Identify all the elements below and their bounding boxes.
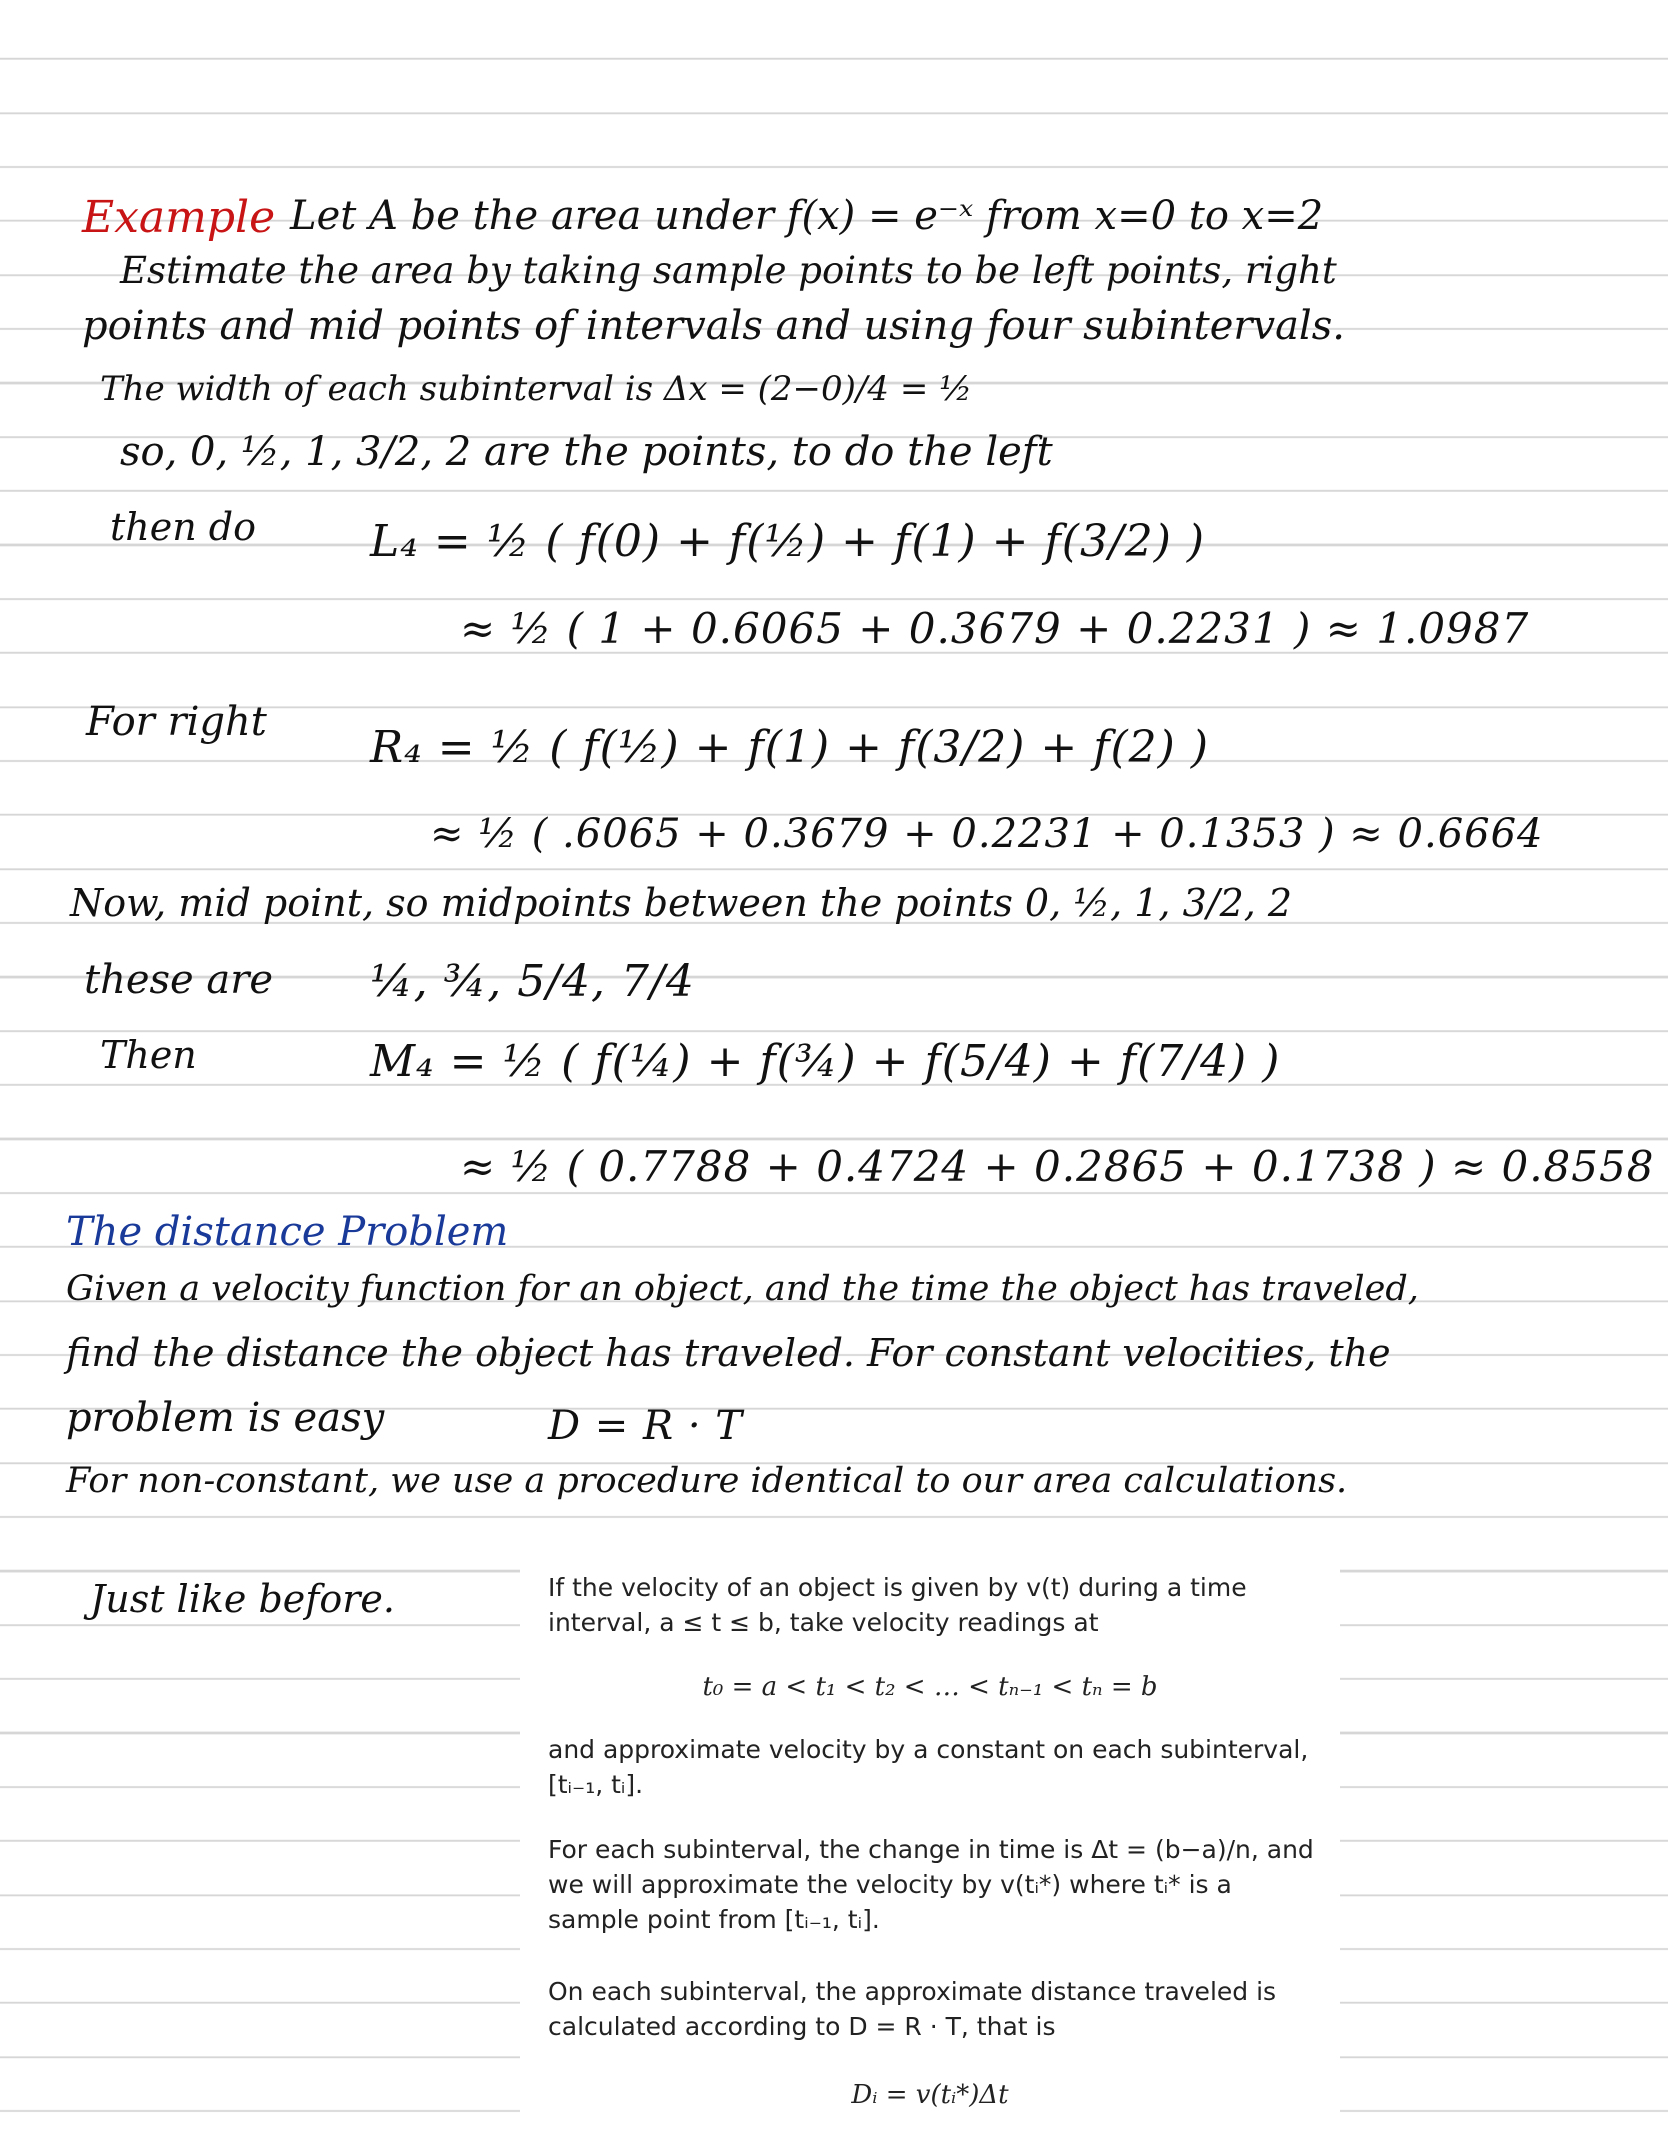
left-points-line: so, 0, ½, 1, 3/2, 2 are the points, to do the left (120, 429, 1053, 475)
for-right-label: For right (86, 699, 267, 745)
excerpt-paragraph-1: If the velocity of an object is given by v(t) during a time interval, a ≤ t ≤ b, take velocity readings at (548, 1573, 1247, 1637)
problem-statement-line-3: points and mid points of intervals and using four subintervals. (82, 303, 1345, 349)
distance-formula: D = R · T (548, 1403, 743, 1449)
midpoint-sum-value: ≈ ½ ( 0.7788 + 0.4724 + 0.2865 + 0.1738 ) ≈ 0.8558 (460, 1142, 1655, 1191)
partition-equation: t₀ = a < t₁ < t₂ < … < tₙ₋₁ < tₙ = b (702, 1672, 1158, 1702)
midpoint-values: ¼, ¾, 5/4, 7/4 (370, 956, 695, 1007)
excerpt-paragraph-2: and approximate velocity by a constant on each subinterval, [tᵢ₋₁, tᵢ]. (548, 1735, 1309, 1799)
just-like-before-note: Just like before. (90, 1577, 395, 1621)
then-label: Then (100, 1033, 197, 1077)
then-do-label: then do (110, 505, 256, 549)
right-sum-formula: R₄ = ½ ( f(½) + f(1) + f(3/2) + f(2) ) (370, 722, 1209, 773)
non-constant-line: For non-constant, we use a procedure identical to our area calculations. (66, 1461, 1348, 1501)
distance-segment-equation: Dᵢ = v(tᵢ*)Δt (851, 2080, 1009, 2110)
midpoint-sum-formula: M₄ = ½ ( f(¼) + f(¾) + f(5/4) + f(7/4) ) (370, 1036, 1281, 1087)
distance-problem-heading: The distance Problem (66, 1209, 509, 1255)
distance-problem-line-1: Given a velocity function for an object, and the time the object has traveled, (66, 1269, 1419, 1309)
left-sum-formula: L₄ = ½ ( f(0) + f(½) + f(1) + f(3/2) ) (370, 516, 1206, 567)
excerpt-paragraph-4: On each subinterval, the approximate distance traveled is calculated according to D = R · T, that is (548, 1977, 1277, 2041)
problem-statement-line-2: Estimate the area by taking sample points to be left points, right (120, 249, 1337, 292)
distance-problem-line-2: find the distance the object has traveled. For constant velocities, the (66, 1331, 1391, 1375)
problem-statement-line-1: Let A be the area under f(x) = e⁻ˣ from x=0 to x=2 (290, 193, 1324, 239)
subinterval-width-line: The width of each subinterval is Δx = (2−0)/4 = ½ (100, 369, 973, 409)
left-sum-value: ≈ ½ ( 1 + 0.6065 + 0.3679 + 0.2231 ) ≈ 1.0987 (460, 604, 1530, 653)
midpoint-intro-line: Now, mid point, so midpoints between the points 0, ½, 1, 3/2, 2 (70, 881, 1293, 925)
right-sum-value: ≈ ½ ( .6065 + 0.3679 + 0.2231 + 0.1353 ) ≈ 0.6664 (430, 811, 1544, 857)
excerpt-paragraph-3: For each subinterval, the change in time is Δt = (b−a)/n, and we will approximate the velocity by v(tᵢ*) where tᵢ* is a sample point from [tᵢ₋₁, tᵢ]. (548, 1835, 1314, 1934)
example-label: Example (82, 192, 276, 243)
pasted-textbook-excerpt (520, 1548, 1340, 2154)
these-are-label: these are (84, 957, 274, 1003)
problem-is-easy-text: problem is easy (66, 1395, 385, 1441)
